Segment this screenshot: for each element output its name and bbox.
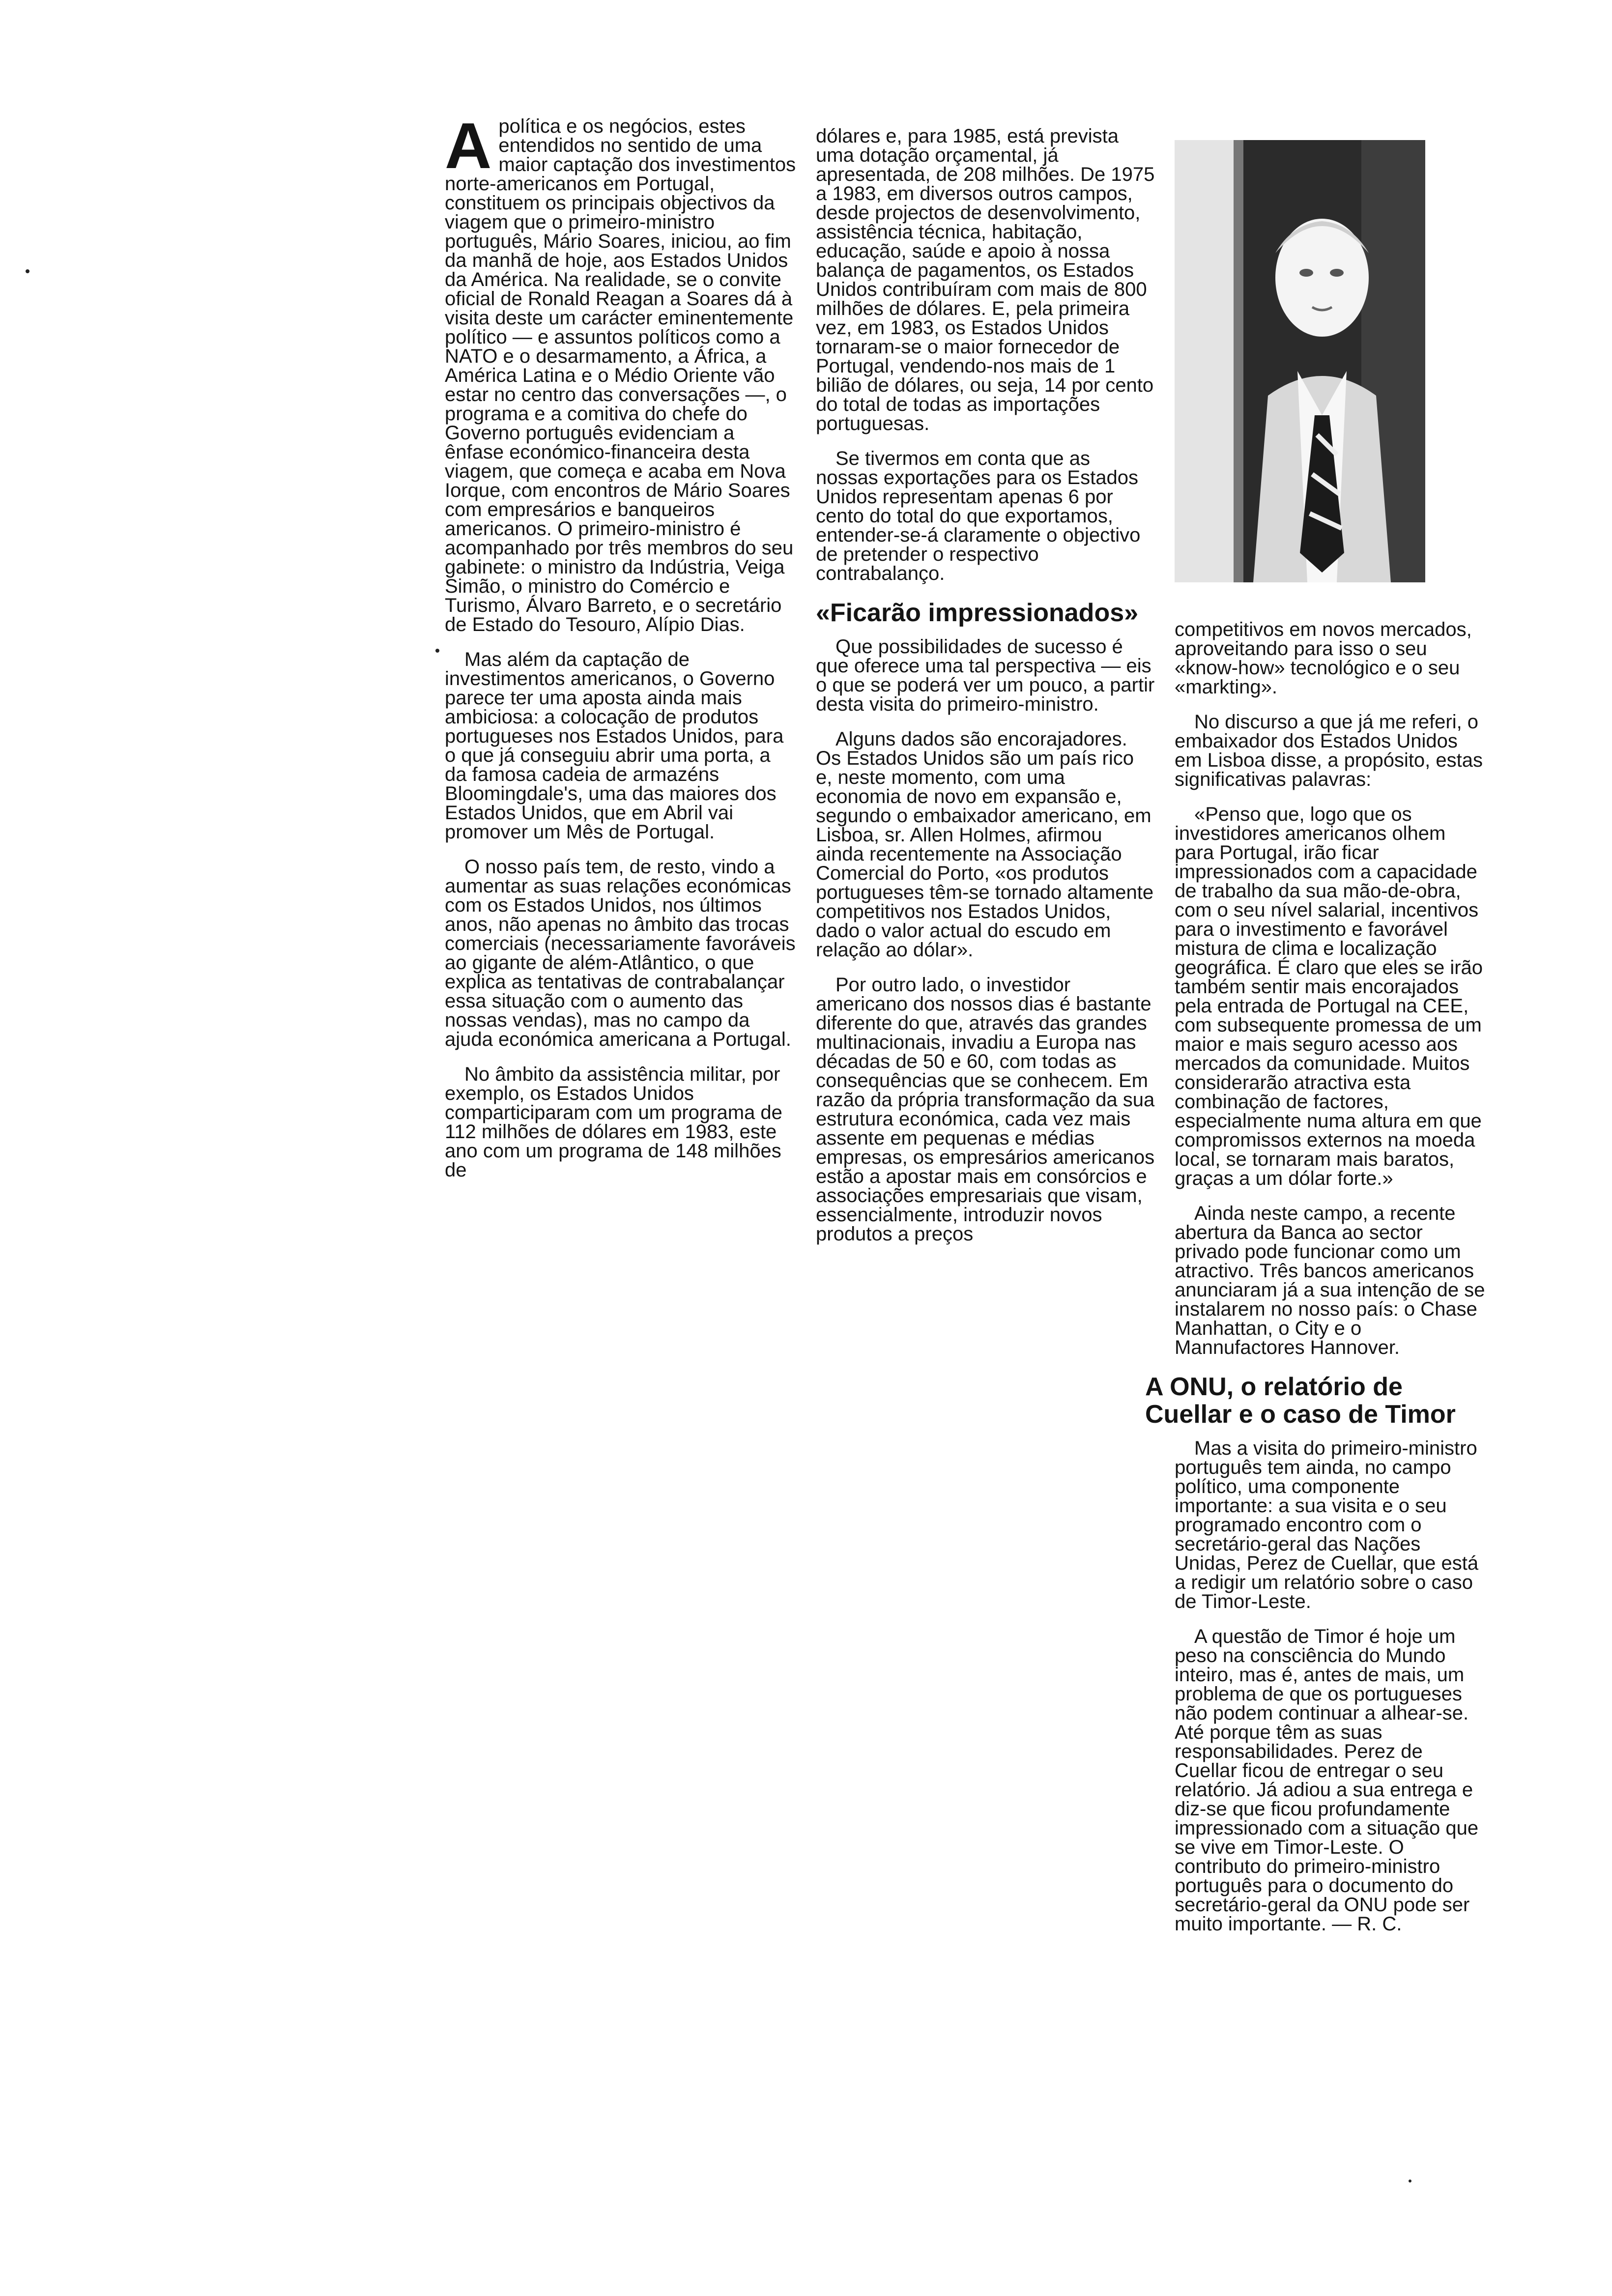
- paragraph: No discurso a que já me referi, o embaixador dos Estados Unidos em Lisboa disse, a propósito, estas significativas palavras:: [1175, 711, 1483, 790]
- column-1: [445, 110, 796, 1196]
- scan-speck: [1409, 2180, 1411, 2182]
- paragraph: O nosso país tem, de resto, vindo a aumentar as suas relações económicas com os Estados Unidos, nos últimos anos, não apenas no âmbito das trocas comerciais (necessariamente favoráveis ao gigante de além-Atlântico, o que explica as tentativas de contrabalançar essa situação com o aumento das nossas vendas), mas no campo da ajuda económica americana a Portugal.: [445, 856, 796, 1050]
- paragraph: Mas a visita do primeiro-ministro português tem ainda, no campo político, uma componente importante: a sua visita e o seu programado encontro com o secretário-geral das Nações Unidas, Perez de Cuellar, que está a redigir um relatório sobre o caso de Timor-Leste.: [1175, 1437, 1479, 1612]
- subheading: «Ficarão impressionados»: [816, 599, 1139, 627]
- scan-speck: [26, 269, 29, 273]
- paragraph: competitivos em novos mercados, aproveitando para isso o seu «know-how» tecnológico e o seu «markting».: [1175, 619, 1472, 698]
- paragraph: Que possibilidades de sucesso é que oferece uma tal perspectiva — eis o que se poderá ver um pouco, a partir desta visita do primeiro-ministro.: [816, 636, 1155, 715]
- paragraph: Por outro lado, o investidor americano dos nossos dias é bastante diferente do que, através das grandes multinacionais, invadiu a Europa nas décadas de 50 e 60, com todas as consequências que se conhecem. Em razão da própria transformação da sua estrutura económica, cada vez mais assente em pequenas e médias empresas, os empresários americanos estão a apostar mais em consórcios e associações empresariais que visam, essencialmente, introduzir novos produtos a preços: [816, 974, 1155, 1245]
- paragraph: Mas além da captação de investimentos americanos, o Governo parece ter uma aposta ainda mais ambiciosa: a colocação de produtos portugueses nos Estados Unidos, para o que já conseguiu abrir uma porta, a da famosa cadeia de armazéns Bloomingdale's, uma das maiores dos Estados Unidos, que em Abril vai promover um Mês de Portugal.: [445, 649, 784, 843]
- drop-cap: A: [445, 110, 492, 182]
- paragraph: dólares e, para 1985, está prevista uma dotação orçamental, já apresentada, de 208 milhões. De 1975 a 1983, em diversos outros campos, desde projectos de desenvolvimento, assistência técnica, habitação, educação, saúde e apoio à nossa balança de pagamentos, os Estados Unidos contribuíram com mais de 800 milhões de dólares. E, pela primeira vez, em 1983, os Estados Unidos tornaram-se o maior fornecedor de Portugal, vendendo-nos mais de 1 bilião de dólares, ou seja, 14 por cento do total de todas as importações portuguesas.: [816, 125, 1155, 434]
- paragraph: Alguns dados são encorajadores. Os Estados Unidos são um país rico e, neste momento, com uma economia de novo em expansão e, segundo o embaixador americano, em Lisboa, sr. Allen Holmes, afirmou ainda recentemente na Associação Comercial do Porto, «os produtos portugueses têm-se tornado altamente competitivos nos Estados Unidos, dado o valor actual do escudo em relação ao dólar».: [816, 728, 1154, 961]
- column-3: [1145, 619, 1489, 1950]
- portrait-photo: [1175, 140, 1425, 582]
- paragraph: Se tivermos em conta que as nossas exportações para os Estados Unidos representam apenas 6 por cento do total do que exportamos, entender-se-á claramente o objectivo de pretender o respectivo contrabalanço.: [816, 448, 1141, 584]
- paragraph: «Penso que, logo que os investidores americanos olhem para Portugal, irão ficar impressionados com a capacidade de trabalho da sua mão-de-obra, com o seu nível salarial, incentivos para o investimento e favorável mistura de clima e localização geográfica. É claro que eles se irão também sentir mais encorajados pela entrada de Portugal na CEE, com subsequente promessa de um maior e mais seguro acesso aos mercados da comunidade. Muitos considerarão atractiva esta combinação de factores, especialmente numa altura em que compromissos externos na moeda local, se tornaram mais baratos, graças a um dólar forte.»: [1175, 804, 1483, 1189]
- paragraph: Ainda neste campo, a recente abertura da Banca ao sector privado pode funcionar como um atractivo. Três bancos americanos anunciaram já a sua intenção de se instalarem no nosso país: o Chase Manhattan, o City e o Mannufactores Hannover.: [1175, 1203, 1485, 1358]
- paragraph: A questão de Timor é hoje um peso na consciência do Mundo inteiro, mas é, antes de mais, um problema de que os portugueses não podem continuar a alhear-se. Até porque têm as suas responsabilidades. Perez de Cuellar ficou de entregar o seu relatório. Já adiou a sua entrega e diz-se que ficou profundamente impressionado com a situação que se vive em Timor-Leste. O contributo do primeiro-ministro português para o documento do secretário-geral da ONU pode ser muito importante. — R. C.: [1175, 1626, 1479, 1935]
- scan-speck: [435, 649, 439, 653]
- subheading: A ONU, o relatório de Cuellar e o caso de Timor: [1145, 1373, 1456, 1429]
- paragraph: Apolítica e os negócios, estes entendidos no sentido de uma maior captação dos investimentos norte-americanos em Portugal, constituem os principais objectivos da viagem que o primeiro-ministro português, Mário Soares, iniciou, ao fim da manhã de hoje, aos Estados Unidos da América. Na realidade, se o convite oficial de Ronald Reagan a Soares dá à visita deste um carácter eminentemente político — e assuntos políticos como a NATO e o desarmamento, a África, a América Latina e o Médio Oriente vão estar no centro das conversações —, o programa e a comitiva do chefe do Governo português evidenciam a ênfase económico-financeira desta viagem, que começa e acaba em Nova Iorque, com encontros de Mário Soares com empresários e banqueiros americanos. O primeiro-ministro é acompanhado por três membros do seu gabinete: o ministro da Indústria, Veiga Simão, o ministro do Comércio e Turismo, Álvaro Barreto, e o secretário de Estado do Tesouro, Alípio Dias.: [445, 110, 796, 635]
- portrait-photo-image: [1175, 140, 1425, 582]
- column-2: [816, 127, 1155, 1260]
- paragraph: No âmbito da assistência militar, por exemplo, os Estados Unidos comparticiparam com um programa de 112 milhões de dólares em 1983, este ano com um programa de 148 milhões de: [445, 1063, 782, 1181]
